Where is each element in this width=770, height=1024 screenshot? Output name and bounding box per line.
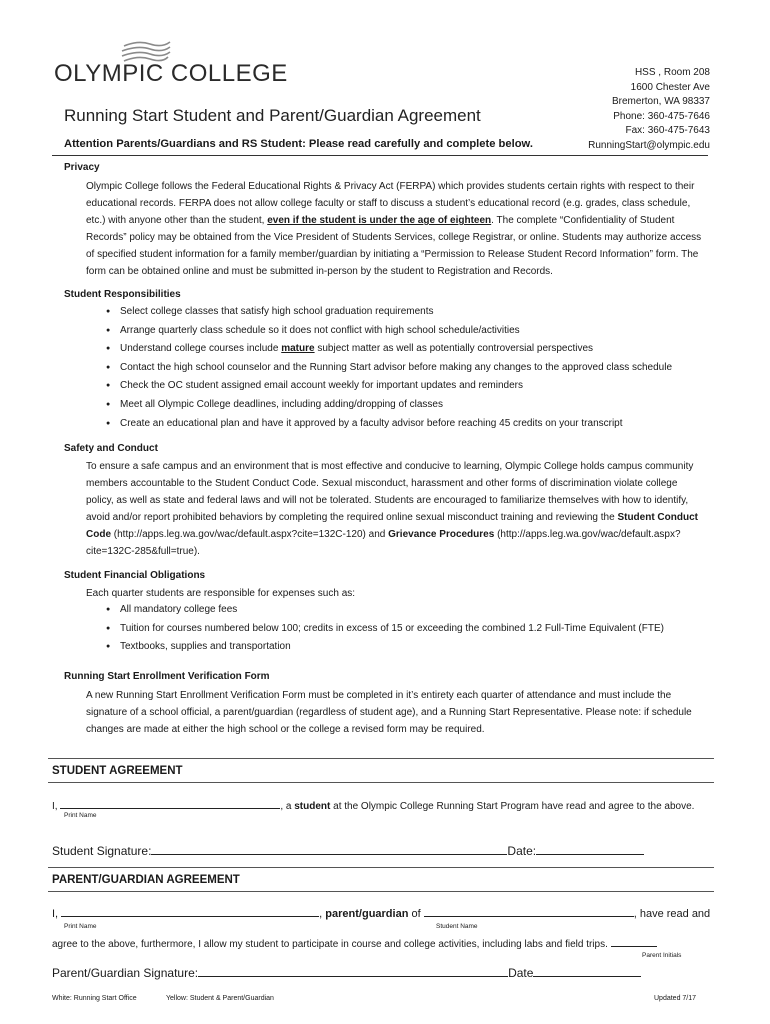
conduct-code-link: (http://apps.leg.wa.gov/wac/default.aspx?cite=132C-120) and [111,529,389,540]
privacy-text-1: Olympic College follows the Federal Educational Rights & Privacy Act (FERPA) which provides students certain rights with respect to their educational records. FERPA does not allow college faculty or staff to discuss a student’s educational record (e.g. grades, class schedule, etc.) with anyone other than the student, [86,181,695,226]
footer-yellow-copy: Yellow: Student & Parent/Guardian [166,995,274,1002]
student-date-field[interactable] [536,841,644,855]
privacy-heading: Privacy [64,162,100,173]
list-item: ● Contact the high school counselor and the Running Start advisor before making any changes to the approved class schedule [106,359,672,378]
contact-fax: Fax: 360-475-7643 [625,125,710,136]
grievance-link: (http://apps.leg.wa.gov/wac/default.aspx?cite=132C-285&full=true). [86,529,681,557]
contact-city: Bremerton, WA 98337 [611,96,710,107]
student-signature-row [52,841,644,858]
student-date-label: Date: [507,844,537,858]
parent-initials-label: Parent Initials [642,952,682,959]
parent-print-name-label: Print Name [64,923,97,930]
parent-agreement-rule-top [48,867,714,868]
contact-phone: Phone: 360-475-7646 [613,110,710,122]
safety-text: To ensure a safe campus and an environment that is most effective and conducive to learning, Olympic College holds campus community members accountable to the Student Conduct Code. Sexual misconduct, harassment and other forms of discrimination violate college policy, as well as state and federal laws and will not be tolerated. Students are encouraged to familiarize themselves with how to identify, avoid and/or report prohibited behaviors by completing the required online sexual misconduct training and reviewing the [86,461,694,523]
list-item: ● Select college classes that satisfy high school graduation requirements [106,303,672,322]
list-item [106,340,672,359]
parent-date-label: Date [508,966,534,980]
parent-agreement-statement [52,905,710,920]
parent-agreement-title: PARENT/GUARDIAN AGREEMENT [52,874,240,886]
list-item-text: subject matter as well as potentially controversial perspectives [314,343,594,355]
parent-signature-field[interactable] [198,963,508,977]
verification-paragraph: A new Running Start Enrollment Verification Form must be completed in it’s entirety each quarter of attendance and must include the signature of a school official, a parent/guardian (regardless of student age), and a Running Start Representative. Please note: if schedule changes are made at either the high school or the college a revised form may be required. [86,690,692,735]
footer-white-copy: White: Running Start Office [52,995,137,1002]
conduct-code-label: Student Conduct Code [86,512,698,540]
statement-text: of [408,908,424,920]
parent-agreement-rule-bottom [48,891,714,892]
student-agreement-statement [52,797,694,812]
contact-room: HSS , Room 208 [634,67,710,78]
contact-email: RunningStart@olympic.edu [588,139,710,151]
list-item: ● Tuition for courses numbered below 100; credits in excess of 15 or exceeding the combined 1.2 Full-Time Equivalent (FTE) [106,620,664,639]
college-logo-text: OLYMPIC COLLEGE [54,60,288,87]
student-print-name-field[interactable] [60,797,280,809]
list-item: ● All mandatory college fees [106,601,664,620]
statement-bold: parent/guardian [325,908,409,920]
safety-heading: Safety and Conduct [64,443,158,454]
financial-heading: Student Financial Obligations [64,570,206,581]
safety-paragraph [86,458,706,560]
privacy-emphasis: even if the student is under the age of eighteen [267,215,492,226]
verification-heading: Running Start Enrollment Verification Form [64,671,270,682]
privacy-text-2: . The complete “Confidentiality of Student Records” policy may be obtained from the Vice President of Students Services, college Registrar, or online. Students may authorize access of specified student information for a family member/guardian by initiating a “Permission to Release Student Record Information” form. The form can be obtained online and must be submitted in-person by the student to Registration and Records. [86,215,702,277]
list-item-emphasis: mature [281,343,315,355]
student-print-name-label: Print Name [64,812,97,819]
statement-bold: student [294,801,331,812]
footer-updated: Updated 7/17 [654,995,697,1002]
student-signature-label: Student Signature: [52,844,152,858]
responsibilities-list [106,303,672,433]
statement-prefix: I, [52,908,62,920]
parent-date-field[interactable] [533,963,641,977]
parent-signature-row [52,963,641,980]
statement-prefix: I, [52,801,61,812]
list-item: ● Create an educational plan and have it approved by a faculty advisor before reaching 45 credits on your transcript [106,415,672,434]
student-agreement-rule-bottom [48,782,714,783]
list-item: ● Check the OC student assigned email account weekly for important updates and reminders [106,377,672,396]
student-agreement-rule-top [48,758,714,759]
statement-text: , [319,908,326,920]
attention-line: Attention Parents/Guardians and RS Student: Please read carefully and complete below. [64,138,533,150]
parent-print-name-field[interactable] [61,905,319,917]
privacy-paragraph [86,178,706,280]
parent-student-name-label: Student Name [436,923,478,930]
parent-permission-line [52,935,657,950]
list-item: ● Textbooks, supplies and transportation [106,638,664,657]
statement-text: at the Olympic College Running Start Program have read and agree to the above. [330,801,695,812]
document-title: Running Start Student and Parent/Guardian Agreement [64,106,481,125]
header-divider [52,155,708,156]
statement-text: , have read and [633,908,711,920]
contact-street: 1600 Chester Ave [630,81,710,93]
financial-intro: Each quarter students are responsible for expenses such as: [86,588,356,599]
list-item: ● Arrange quarterly class schedule so it does not conflict with high school schedule/activities [106,322,672,341]
student-signature-field[interactable] [151,841,507,855]
responsibilities-heading: Student Responsibilities [64,289,181,300]
financial-list [106,601,664,657]
parent-permission-text: agree to the above, furthermore, I allow my student to participate in course and college activities, including labs and field trips. [52,939,608,950]
statement-text: , a [280,801,295,812]
student-agreement-title: STUDENT AGREEMENT [52,765,183,777]
parent-student-name-field[interactable] [424,905,634,917]
parent-initials-field[interactable] [611,935,657,947]
contact-block [588,66,710,153]
grievance-label: Grievance Procedures [388,529,495,540]
parent-signature-label: Parent/Guardian Signature: [52,966,199,980]
list-item-text: Understand college courses include [120,343,282,355]
list-item: ● Meet all Olympic College deadlines, including adding/dropping of classes [106,396,672,415]
